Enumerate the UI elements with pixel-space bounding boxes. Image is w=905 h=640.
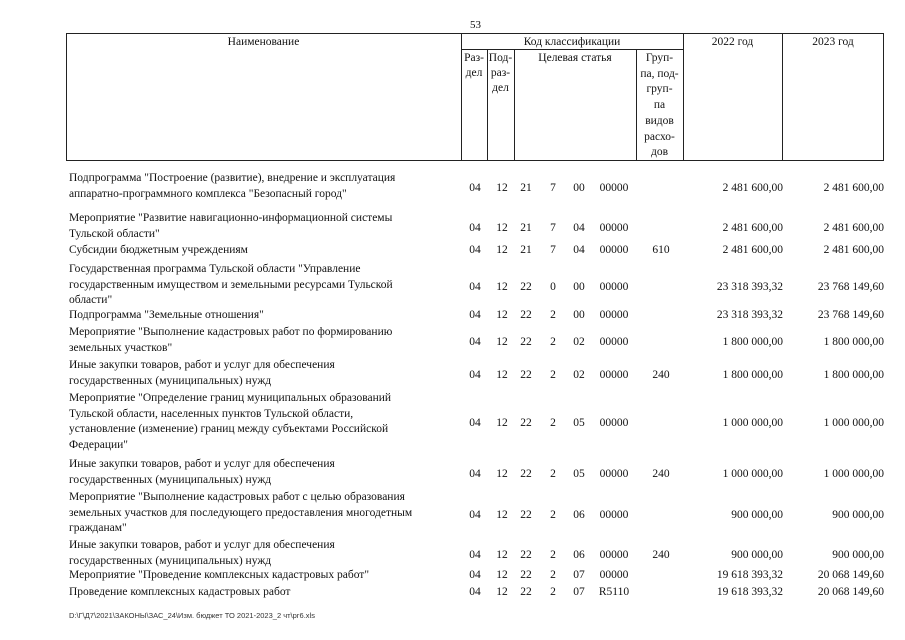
row-name-line: государственных (муниципальных) нужд	[69, 554, 272, 567]
code-pr: 12	[496, 181, 508, 194]
code-pr: 12	[496, 368, 508, 381]
code-rz: 04	[469, 309, 481, 321]
code-vr: 610	[652, 244, 670, 256]
row-name-line: Иные закупки товаров, работ и услуг для обеспечения	[69, 359, 335, 371]
code-t3: 00	[573, 181, 585, 194]
file-path: D:\Г\Д7\2021\ЗАКОНЫ\ЗАС_24\Изм. бюджет ТО 2021-2023_2 чт\рг6.xls	[69, 611, 315, 620]
header-podrazdel-line: Под-	[488, 52, 513, 64]
amount-2023: 1 000 000,00	[823, 467, 884, 480]
header-razdel-line: Раз-	[464, 52, 484, 64]
row-name	[69, 308, 461, 324]
code-t1: 22	[520, 586, 532, 598]
code-t3: 07	[573, 586, 585, 598]
row-name-line: Иные закупки товаров, работ и услуг для обеспечения	[69, 458, 335, 470]
code-t3: 07	[573, 569, 585, 581]
amount-2023: 900 000,00	[832, 548, 884, 561]
header-podrazdel-line: дел	[492, 82, 509, 94]
code-t4: 00000	[599, 548, 629, 561]
header-divider	[782, 33, 783, 161]
row-name-line: Тульской области, населенных пунктов Тульской области,	[69, 407, 354, 420]
row-name	[69, 171, 461, 202]
header-target: Целевая статья	[538, 52, 612, 64]
amount-2023: 2 481 600,00	[823, 181, 884, 194]
row-name-line: Иные закупки товаров, работ и услуг для обеспечения	[69, 539, 335, 551]
code-t2: 7	[550, 181, 556, 194]
amount-2022: 2 481 600,00	[722, 244, 783, 256]
amount-2023: 2 481 600,00	[823, 244, 884, 256]
row-name-line: Мероприятие "Проведение комплексных кадастровых работ"	[69, 569, 370, 581]
row-name-line: Федерации"	[69, 438, 129, 451]
amount-2023: 23 768 149,60	[817, 280, 884, 293]
code-t4: 00000	[599, 417, 629, 430]
header-group-line: расхо-	[644, 130, 675, 143]
amount-2022: 23 318 393,32	[716, 309, 783, 321]
code-pr: 12	[496, 417, 508, 430]
code-t2: 2	[550, 309, 556, 321]
row-name	[69, 585, 461, 601]
code-t1: 22	[520, 309, 532, 321]
code-t1: 22	[520, 368, 532, 381]
code-rz: 04	[469, 280, 481, 293]
row-name	[69, 211, 461, 242]
amount-2022: 1 800 000,00	[722, 335, 783, 348]
table-row	[0, 211, 905, 242]
row-name-line: Субсидии бюджетным учреждениям	[69, 244, 248, 256]
row-name-line: Мероприятие "Развитие навигационно-информационной системы	[69, 212, 393, 224]
table-row	[0, 490, 905, 537]
amount-2022: 900 000,00	[731, 548, 783, 561]
code-t1: 21	[520, 221, 532, 234]
code-t4: R5110	[598, 586, 630, 598]
code-t2: 2	[550, 467, 556, 480]
row-name-line: земельных участков для последующего предоставления многодетным	[69, 506, 413, 519]
code-rz: 04	[469, 508, 481, 521]
code-t4: 00000	[599, 335, 629, 348]
code-t2: 2	[550, 508, 556, 521]
header-code: Код классификации	[523, 36, 621, 48]
code-pr: 12	[496, 586, 508, 598]
code-t4: 00000	[599, 508, 629, 521]
code-t3: 00	[573, 309, 585, 321]
row-name-line: Мероприятие "Определение границ муниципальных образований	[69, 392, 392, 404]
code-pr: 12	[496, 221, 508, 234]
page-number: 53	[470, 19, 481, 31]
code-rz: 04	[469, 221, 481, 234]
code-vr: 240	[652, 368, 670, 381]
row-name-line: государственных (муниципальных) нужд	[69, 473, 272, 486]
code-rz: 04	[469, 467, 481, 480]
row-name-line: государственным имуществом и земельными ресурсами Тульской	[69, 278, 393, 291]
code-pr: 12	[496, 335, 508, 348]
header-group-line: па, под-	[640, 67, 679, 80]
code-t4: 00000	[599, 280, 629, 293]
code-t4: 00000	[599, 181, 629, 194]
row-name-line: Проведение комплексных кадастровых работ	[69, 586, 291, 598]
code-rz: 04	[469, 368, 481, 381]
code-pr: 12	[496, 569, 508, 581]
table-row	[0, 538, 905, 569]
code-t4: 00000	[599, 309, 629, 321]
code-pr: 12	[496, 280, 508, 293]
table-row	[0, 171, 905, 202]
table-row	[0, 568, 905, 584]
row-name-line: гражданам"	[69, 522, 127, 535]
code-pr: 12	[496, 309, 508, 321]
header-razdel-line: дел	[465, 67, 483, 79]
code-t3: 04	[573, 244, 585, 256]
amount-2023: 2 481 600,00	[823, 221, 884, 234]
row-name	[69, 262, 461, 309]
code-t2: 7	[550, 244, 556, 256]
code-t4: 00000	[599, 368, 629, 381]
code-rz: 04	[469, 417, 481, 430]
code-t2: 2	[550, 569, 556, 581]
row-name	[69, 243, 461, 259]
row-name-line: Государственная программа Тульской области "Управление	[69, 263, 361, 275]
code-t2: 2	[550, 417, 556, 430]
code-vr: 240	[652, 467, 670, 480]
amount-2022: 1 000 000,00	[722, 417, 783, 430]
code-t1: 22	[520, 417, 532, 430]
code-t3: 02	[573, 368, 585, 381]
table-row	[0, 325, 905, 356]
amount-2023: 20 068 149,60	[817, 569, 884, 581]
row-name-line: Подпрограмма "Земельные отношения"	[69, 309, 264, 321]
table-row	[0, 308, 905, 324]
row-name	[69, 325, 461, 356]
row-name-line: земельных участков"	[69, 341, 173, 354]
amount-2022: 900 000,00	[731, 508, 783, 521]
code-t1: 22	[520, 569, 532, 581]
amount-2023: 23 768 149,60	[817, 309, 884, 321]
row-name-line: аппаратно-программного комплекса "Безопасный город"	[69, 187, 347, 200]
row-name	[69, 568, 461, 584]
amount-2022: 1 800 000,00	[722, 368, 783, 381]
code-t4: 00000	[599, 467, 629, 480]
header-group-line: Груп-	[645, 52, 674, 64]
row-name-line: Мероприятие "Выполнение кадастровых работ по формированию	[69, 326, 393, 338]
header-razdel	[461, 51, 487, 81]
amount-2022: 19 618 393,32	[716, 569, 783, 581]
header-podrazdel-line: раз-	[490, 67, 511, 79]
code-t1: 22	[520, 467, 532, 480]
amount-2023: 1 000 000,00	[823, 417, 884, 430]
code-rz: 04	[469, 548, 481, 561]
code-pr: 12	[496, 467, 508, 480]
amount-2022: 2 481 600,00	[722, 221, 783, 234]
code-t2: 2	[550, 586, 556, 598]
code-t4: 00000	[599, 244, 629, 256]
code-vr: 240	[652, 548, 670, 561]
header-group-line: дов	[650, 146, 669, 159]
table-row	[0, 243, 905, 259]
header-podrazdel	[487, 51, 514, 96]
code-t3: 04	[573, 221, 585, 234]
table-row	[0, 585, 905, 601]
code-rz: 04	[469, 244, 481, 256]
code-t3: 00	[573, 280, 585, 293]
code-rz: 04	[469, 569, 481, 581]
code-t1: 22	[520, 335, 532, 348]
header-divider	[683, 33, 684, 161]
code-t1: 22	[520, 280, 532, 293]
row-name	[69, 490, 461, 537]
row-name-line: государственных (муниципальных) нужд	[69, 374, 272, 387]
code-t2: 2	[550, 368, 556, 381]
code-t2: 7	[550, 221, 556, 234]
amount-2022: 23 318 393,32	[716, 280, 783, 293]
code-t1: 22	[520, 508, 532, 521]
code-t1: 22	[520, 548, 532, 561]
code-rz: 04	[469, 181, 481, 194]
header-year-2022: 2022 год	[711, 36, 754, 48]
row-name-line: Тульской области"	[69, 227, 160, 240]
amount-2023: 1 800 000,00	[823, 368, 884, 381]
code-pr: 12	[496, 548, 508, 561]
table-row	[0, 358, 905, 389]
row-name	[69, 391, 461, 453]
code-t3: 06	[573, 508, 585, 521]
row-name	[69, 538, 461, 569]
header-name: Наименование	[227, 36, 300, 48]
code-t2: 2	[550, 548, 556, 561]
row-name-line: установление (изменение) границ между субъектами Российской	[69, 423, 389, 436]
code-t1: 21	[520, 244, 532, 256]
amount-2023: 20 068 149,60	[817, 586, 884, 598]
header-group-line: па	[653, 99, 666, 112]
header-group-line: видов	[645, 114, 674, 127]
code-pr: 12	[496, 244, 508, 256]
table-row	[0, 391, 905, 453]
code-rz: 04	[469, 586, 481, 598]
table-row	[0, 457, 905, 488]
code-rz: 04	[469, 335, 481, 348]
row-name-line: Мероприятие "Выполнение кадастровых работ с целью образования	[69, 491, 405, 503]
code-pr: 12	[496, 508, 508, 521]
amount-2022: 2 481 600,00	[722, 181, 783, 194]
header-group	[636, 51, 683, 161]
code-t4: 00000	[599, 221, 629, 234]
code-t3: 05	[573, 417, 585, 430]
amount-2023: 900 000,00	[832, 508, 884, 521]
code-t3: 06	[573, 548, 585, 561]
code-t2: 2	[550, 335, 556, 348]
row-name-line: области"	[69, 294, 113, 307]
row-name-line: Подпрограмма "Построение (развитие), внедрение и эксплуатация	[69, 172, 396, 184]
code-t3: 02	[573, 335, 585, 348]
code-t1: 21	[520, 181, 532, 194]
row-name	[69, 457, 461, 488]
code-t2: 0	[550, 280, 556, 293]
amount-2023: 1 800 000,00	[823, 335, 884, 348]
header-year-2023: 2023 год	[812, 36, 854, 48]
amount-2022: 1 000 000,00	[722, 467, 783, 480]
amount-2022: 19 618 393,32	[716, 586, 783, 598]
code-t3: 05	[573, 467, 585, 480]
header-group-line: груп-	[646, 83, 673, 96]
code-t4: 00000	[599, 569, 629, 581]
row-name	[69, 358, 461, 389]
table-row	[0, 262, 905, 309]
